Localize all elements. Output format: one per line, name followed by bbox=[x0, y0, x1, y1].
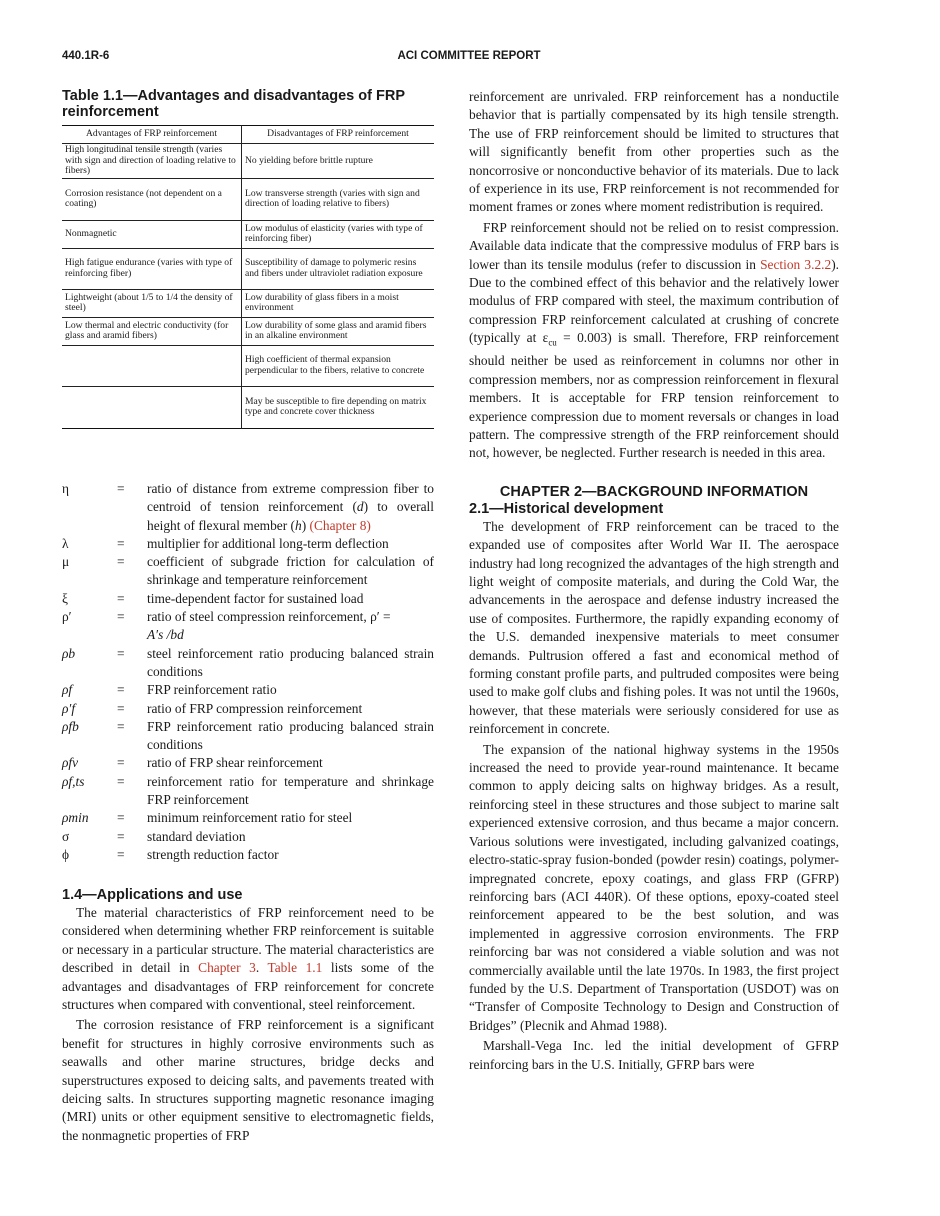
disadvantage-cell: Low durability of glass fibers in a moist environment bbox=[242, 289, 435, 317]
notation-symbol: ϕ bbox=[62, 846, 70, 862]
paragraph: FRP reinforcement should not be relied on to resist compression. Available data indicate that the compressive modulus of FRP bars is lower than its tensile modulus (refer to discussion in Section 3.2.2). Due to the combined effect of this behavior and the relatively lower modulus of FRP compared with steel, the maximum contribution of compression FRP reinforcement calculated at crushing of concrete (typically at $\varepsilon_{cu} = 0.003$) is small. Therefore, FRP reinforcement should neither be used as reinforcement in columns nor other in compression members, nor as compression reinforcement in flexural members. It is acceptable for FRP tension reinforcement to experience compression due to moment reversals or changes in load pattern. The compressive strength of the FRP reinforcement should not, however, be neglected. Further research is needed in this area. bbox=[469, 219, 840, 461]
report-title: ACI COMMITTEE REPORT bbox=[397, 50, 541, 62]
notation-symbol: σ bbox=[62, 828, 70, 844]
paragraph: The expansion of the national highway systems in the 1950s increased the need to provide year-round maintenance. It became common to apply deicing salts on highway bridges. As a result, reinforcing steel in these structures and those subject to marine salt experienced extensive corrosion, and thus became a major concern. Various solutions were investigated, including galvanized coatings, electro-static-spray fusion-bonded (powder resin) coatings, polymer-impregnated concrete, epoxy coatings, and glass FRP (GFRP) reinforcing bars (ACI 440R). Of these options, epoxy-coated steel reinforcement appeared to be the best solution, and was implemented in aggressive corrosion environments. The FRP reinforcing bar was not considered a viable solution and was not commercially available until the late 1970s. In 1983, the first project funded by the U.S. Department of Transportation (USDOT) was on “Transfer of Composite Technology to Design and Construction of Bridges” (Plecnik and Ahmad 1988). bbox=[469, 741, 839, 1033]
notation-definition: reinforcement ratio for temperature and shrinkage FRP reinforcement bbox=[147, 773, 434, 808]
notation-symbol: ρf,ts bbox=[62, 773, 85, 789]
advantage-cell: Lightweight (about 1/5 to 1/4 the density of steel) bbox=[62, 289, 242, 317]
notation-item: μ = coefficient of subgrade friction for calculation of shrinkage and temperature reinforcement bbox=[62, 554, 434, 588]
notation-item: ρf = FRP reinforcement ratio bbox=[62, 681, 434, 699]
notation-list bbox=[62, 480, 434, 864]
table-row bbox=[62, 144, 434, 179]
notation-definition: coefficient of subgrade friction for calculation of shrinkage and temperature reinforcement bbox=[147, 554, 434, 588]
notation-item: ξ = time-dependent factor for sustained load bbox=[62, 590, 434, 608]
table-header-row bbox=[62, 126, 434, 144]
advantage-cell: Nonmagnetic bbox=[62, 220, 242, 248]
section-3-2-2-link[interactable]: Section 3.2.2 bbox=[760, 256, 832, 272]
paragraph: The material characteristics of FRP reinforcement need to be considered when determining whether FRP reinforcement is suitable or necessary in a particular structure. The material characteristics are described in detail in Chapter 3. Table 1.1 lists some of the advantages and disadvantages of FRP reinforcement for concrete structures when compared with conventional, steel reinforcement. bbox=[62, 905, 434, 1013]
section-heading: 2.1—Historical development bbox=[469, 500, 664, 517]
page-number: 440.1R-6 bbox=[62, 50, 110, 62]
frp-table bbox=[62, 125, 434, 429]
notation-item: ρ′f = ratio of FRP compression reinforcement bbox=[62, 700, 434, 718]
section-1-4 bbox=[62, 887, 434, 1145]
paragraph: The corrosion resistance of FRP reinforcement is a significant benefit for structures in highly corrosive environments such as seawalls and other marine structures, bridge decks and superstructures exposed to deicing salts, and pavements treated with deicing salts. In structures supporting magnetic resonance imaging (MRI) units or other equipment sensitive to electromagnetic fields, the nonmagnetic properties of FRP bbox=[62, 1017, 434, 1143]
advantage-cell bbox=[62, 386, 242, 428]
table-row bbox=[62, 386, 434, 428]
paragraph: Marshall-Vega Inc. led the initial development of GFRP reinforcing bars in the U.S. Initially, GFRP bars were bbox=[469, 1038, 839, 1072]
notation-definition: ratio of steel compression reinforcement, ρ′ = A′s /bd bbox=[147, 609, 391, 643]
disadvantage-cell: No yielding before brittle rupture bbox=[242, 144, 435, 179]
advantage-cell bbox=[62, 345, 242, 386]
disadvantage-cell: High coefficient of thermal expansion perpendicular to the fibers, relative to concrete bbox=[242, 345, 435, 386]
disadvantage-cell: Low transverse strength (varies with sign and direction of loading relative to fibers) bbox=[242, 178, 435, 220]
chapter-8-link[interactable]: (Chapter 8) bbox=[309, 517, 371, 533]
table-row bbox=[62, 345, 434, 386]
notation-definition: strength reduction factor bbox=[147, 846, 279, 862]
notation-item: ρb = steel reinforcement ratio producing balanced strain conditions bbox=[62, 645, 434, 679]
notation-symbol: ρfb bbox=[62, 718, 79, 734]
table-row bbox=[62, 220, 434, 248]
left-column bbox=[62, 88, 434, 429]
notation-definition: time-dependent factor for sustained load bbox=[147, 590, 364, 606]
notation-item: ρfv = ratio of FRP shear reinforcement bbox=[62, 754, 434, 772]
right-column bbox=[469, 88, 839, 1074]
notation-definition: multiplier for additional long-term deflection bbox=[147, 535, 389, 551]
advantage-cell: Corrosion resistance (not dependent on a coating) bbox=[62, 178, 242, 220]
table-row bbox=[62, 317, 434, 345]
notation-symbol: ρfv bbox=[62, 755, 79, 771]
notation-symbol: ξ bbox=[62, 590, 68, 606]
notation-symbol: ρf bbox=[62, 682, 73, 698]
disadvantage-cell: May be susceptible to fire depending on matrix type and concrete cover thickness bbox=[242, 386, 435, 428]
disadvantage-cell: Low modulus of elasticity (varies with type of reinforcing fiber) bbox=[242, 220, 435, 248]
notation-symbol: ρ′f bbox=[62, 700, 76, 716]
table-row bbox=[62, 248, 434, 289]
notation-symbol: μ bbox=[62, 554, 70, 570]
notation-symbol: ρ′ bbox=[62, 609, 72, 625]
notation-item: η = ratio of distance from extreme compression fiber to centroid of tension reinforcement (d) to overall height of flexural member (h) (Chapter 8) bbox=[62, 481, 435, 533]
notation-item: σ = standard deviation bbox=[62, 828, 434, 846]
page-header bbox=[62, 50, 876, 68]
notation-item: ρ′ = ratio of steel compression reinforcement, ρ′ = A′s /bd bbox=[62, 609, 391, 643]
disadvantage-cell: Low durability of some glass and aramid fibers in an alkaline environment bbox=[242, 317, 435, 345]
notation-item: ρf,ts = reinforcement ratio for temperature and shrinkage FRP reinforcement bbox=[62, 773, 434, 808]
advantage-cell: Low thermal and electric conductivity (for glass and aramid fibers) bbox=[62, 317, 242, 345]
notation-definition: standard deviation bbox=[147, 828, 246, 844]
table-title: Table 1.1—Advantages and disadvantages of FRP reinforcement bbox=[62, 88, 405, 120]
notation-symbol: ρmin bbox=[62, 810, 89, 826]
notation-definition: FRP reinforcement ratio bbox=[147, 682, 277, 698]
paragraph: The development of FRP reinforcement can be traced to the expanded use of composites after World War II. The aerospace industry had long recognized the advantages of the high strength and light weight of composite materials, and during the Cold War, the advancements in the aerospace and defense industry increased the use of composites. Furthermore, the rapidly expanding economy of the U.S. demanded inexpensive materials to meet consumer demands. Pultrusion offered a fast and economical method of forming constant profile parts, and pultruded composites were being used to make golf clubs and fishing poles. It was not until the 1960s, however, that these materials were seriously considered for use as reinforcement in concrete. bbox=[469, 518, 839, 737]
notation-symbol: ρb bbox=[62, 645, 76, 661]
advantage-cell: High fatigue endurance (varies with type of reinforcing fiber) bbox=[62, 248, 242, 289]
notation-definition: minimum reinforcement ratio for steel bbox=[147, 810, 353, 826]
notation-definition: steel reinforcement ratio producing balanced strain conditions bbox=[147, 645, 434, 679]
paragraph: reinforcement are unrivaled. FRP reinforcement has a nonductile behavior that is partially compensated by its high tensile strength. The use of FRP reinforcement should be limited to structures that will significantly benefit from other properties such as the noncorrosive or nonconductive behavior of its materials. Due to lack of experience in its use, FRP reinforcement is not recommended for moment frames or zones where moment redistribution is required. bbox=[469, 89, 839, 215]
table-row bbox=[62, 178, 434, 220]
notation-definition: ratio of FRP shear reinforcement bbox=[147, 755, 323, 771]
notation-definition: FRP reinforcement ratio producing balanced strain conditions bbox=[147, 718, 434, 753]
notation-item: λ = multiplier for additional long-term deflection bbox=[62, 535, 434, 553]
notation-definition: ratio of FRP compression reinforcement bbox=[147, 700, 363, 716]
disadvantage-cell: Susceptibility of damage to polymeric resins and fibers under ultraviolet radiation exposure bbox=[242, 248, 435, 289]
notation-item: ρmin = minimum reinforcement ratio for steel bbox=[62, 809, 434, 827]
table-row bbox=[62, 289, 434, 317]
table-1-1-link[interactable]: Table 1.1 bbox=[267, 960, 323, 976]
chapter-3-link[interactable]: Chapter 3 bbox=[198, 960, 256, 976]
col-header-advantages: Advantages of FRP reinforcement bbox=[62, 126, 242, 144]
notation-symbol: λ bbox=[62, 535, 69, 551]
notation-symbol: η bbox=[62, 481, 70, 496]
notation-definition: ratio of distance from extreme compression fiber to centroid of tension reinforcement (d) to overall height of flexural member (h) (Chapter 8) bbox=[147, 481, 435, 533]
section-heading: 1.4—Applications and use bbox=[62, 887, 243, 903]
formula: A′s /bd bbox=[147, 627, 184, 643]
col-header-disadvantages: Disadvantages of FRP reinforcement bbox=[242, 126, 435, 144]
advantage-cell: High longitudinal tensile strength (varies with sign and direction of loading relative to fibers) bbox=[62, 144, 242, 179]
notation-item: ϕ = strength reduction factor bbox=[62, 846, 434, 864]
chapter-heading: CHAPTER 2—BACKGROUND INFORMATION bbox=[499, 483, 809, 500]
notation-item: ρfb = FRP reinforcement ratio producing balanced strain conditions bbox=[62, 718, 434, 753]
